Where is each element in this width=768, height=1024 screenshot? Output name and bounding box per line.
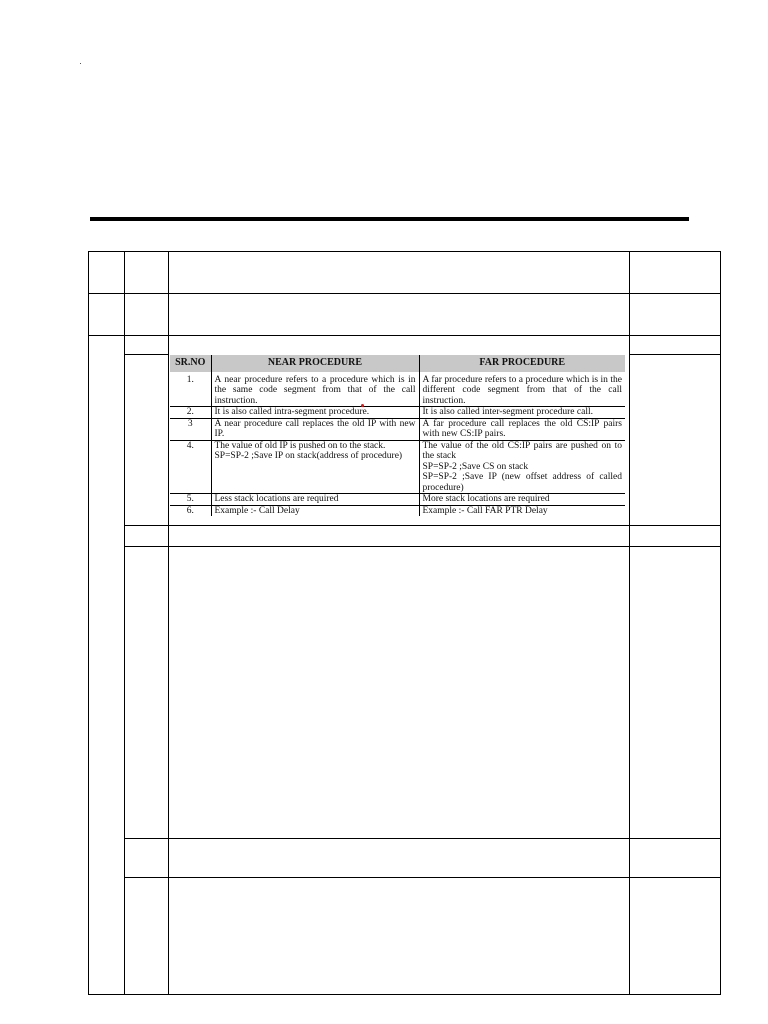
near-cell: Example :- Call Delay [211, 505, 419, 516]
row-number: 5. [170, 494, 211, 506]
row-number: 2. [170, 407, 211, 419]
stray-dot [80, 63, 81, 64]
far-cell-stack-note: SP=SP-2 ;Save IP (new offset address of called procedure) [422, 472, 622, 493]
table-row [170, 494, 625, 506]
header-far-procedure: FAR PROCEDURE [419, 355, 625, 372]
header-near-procedure: NEAR PROCEDURE [211, 355, 419, 372]
near-far-procedure-table [170, 355, 625, 516]
row-number: 1. [170, 372, 211, 407]
far-cell-stack-note: SP=SP-2 ;Save CS on stack [422, 461, 529, 472]
near-cell: A near procedure refers to a procedure which is in the same code segment from that of the call instruction. [211, 372, 419, 407]
far-cell: A far procedure refers to a procedure which is in the different code segment from that of the call instruction. [422, 374, 622, 406]
row-number: 6. [170, 505, 211, 516]
row-number: 3 [170, 418, 211, 440]
near-cell-stack-note: SP=SP-2 ;Save IP on stack(address of procedure) [214, 451, 403, 461]
header-rule [90, 217, 689, 221]
table-row [170, 418, 625, 440]
near-cell: Less stack locations are required [211, 494, 419, 506]
far-cell: Example :- Call FAR PTR Delay [419, 505, 625, 516]
far-cell: It is also called inter-segment procedure call. [419, 407, 625, 419]
row-number: 4. [170, 440, 211, 494]
near-cell-text: The value of old IP is pushed on to the stack. [214, 440, 386, 451]
table-row [170, 372, 625, 407]
table-row [170, 407, 625, 419]
near-cell: A near procedure call replaces the old IP with new IP. [211, 418, 419, 440]
table-row [170, 505, 625, 516]
far-cell: More stack locations are required [419, 494, 625, 506]
table-header-row [170, 355, 625, 372]
far-cell-text: The value of the old CS:IP pairs are pushed on to the stack [422, 440, 622, 461]
far-cell [419, 440, 625, 494]
near-cell [211, 440, 419, 494]
red-mark [361, 404, 364, 407]
header-sr-no: SR.NO [170, 355, 211, 372]
near-cell: It is also called intra-segment procedure. [211, 407, 419, 419]
table-row [170, 440, 625, 494]
far-cell: A far procedure call replaces the old CS:IP pairs with new CS:IP pairs. [419, 418, 625, 440]
